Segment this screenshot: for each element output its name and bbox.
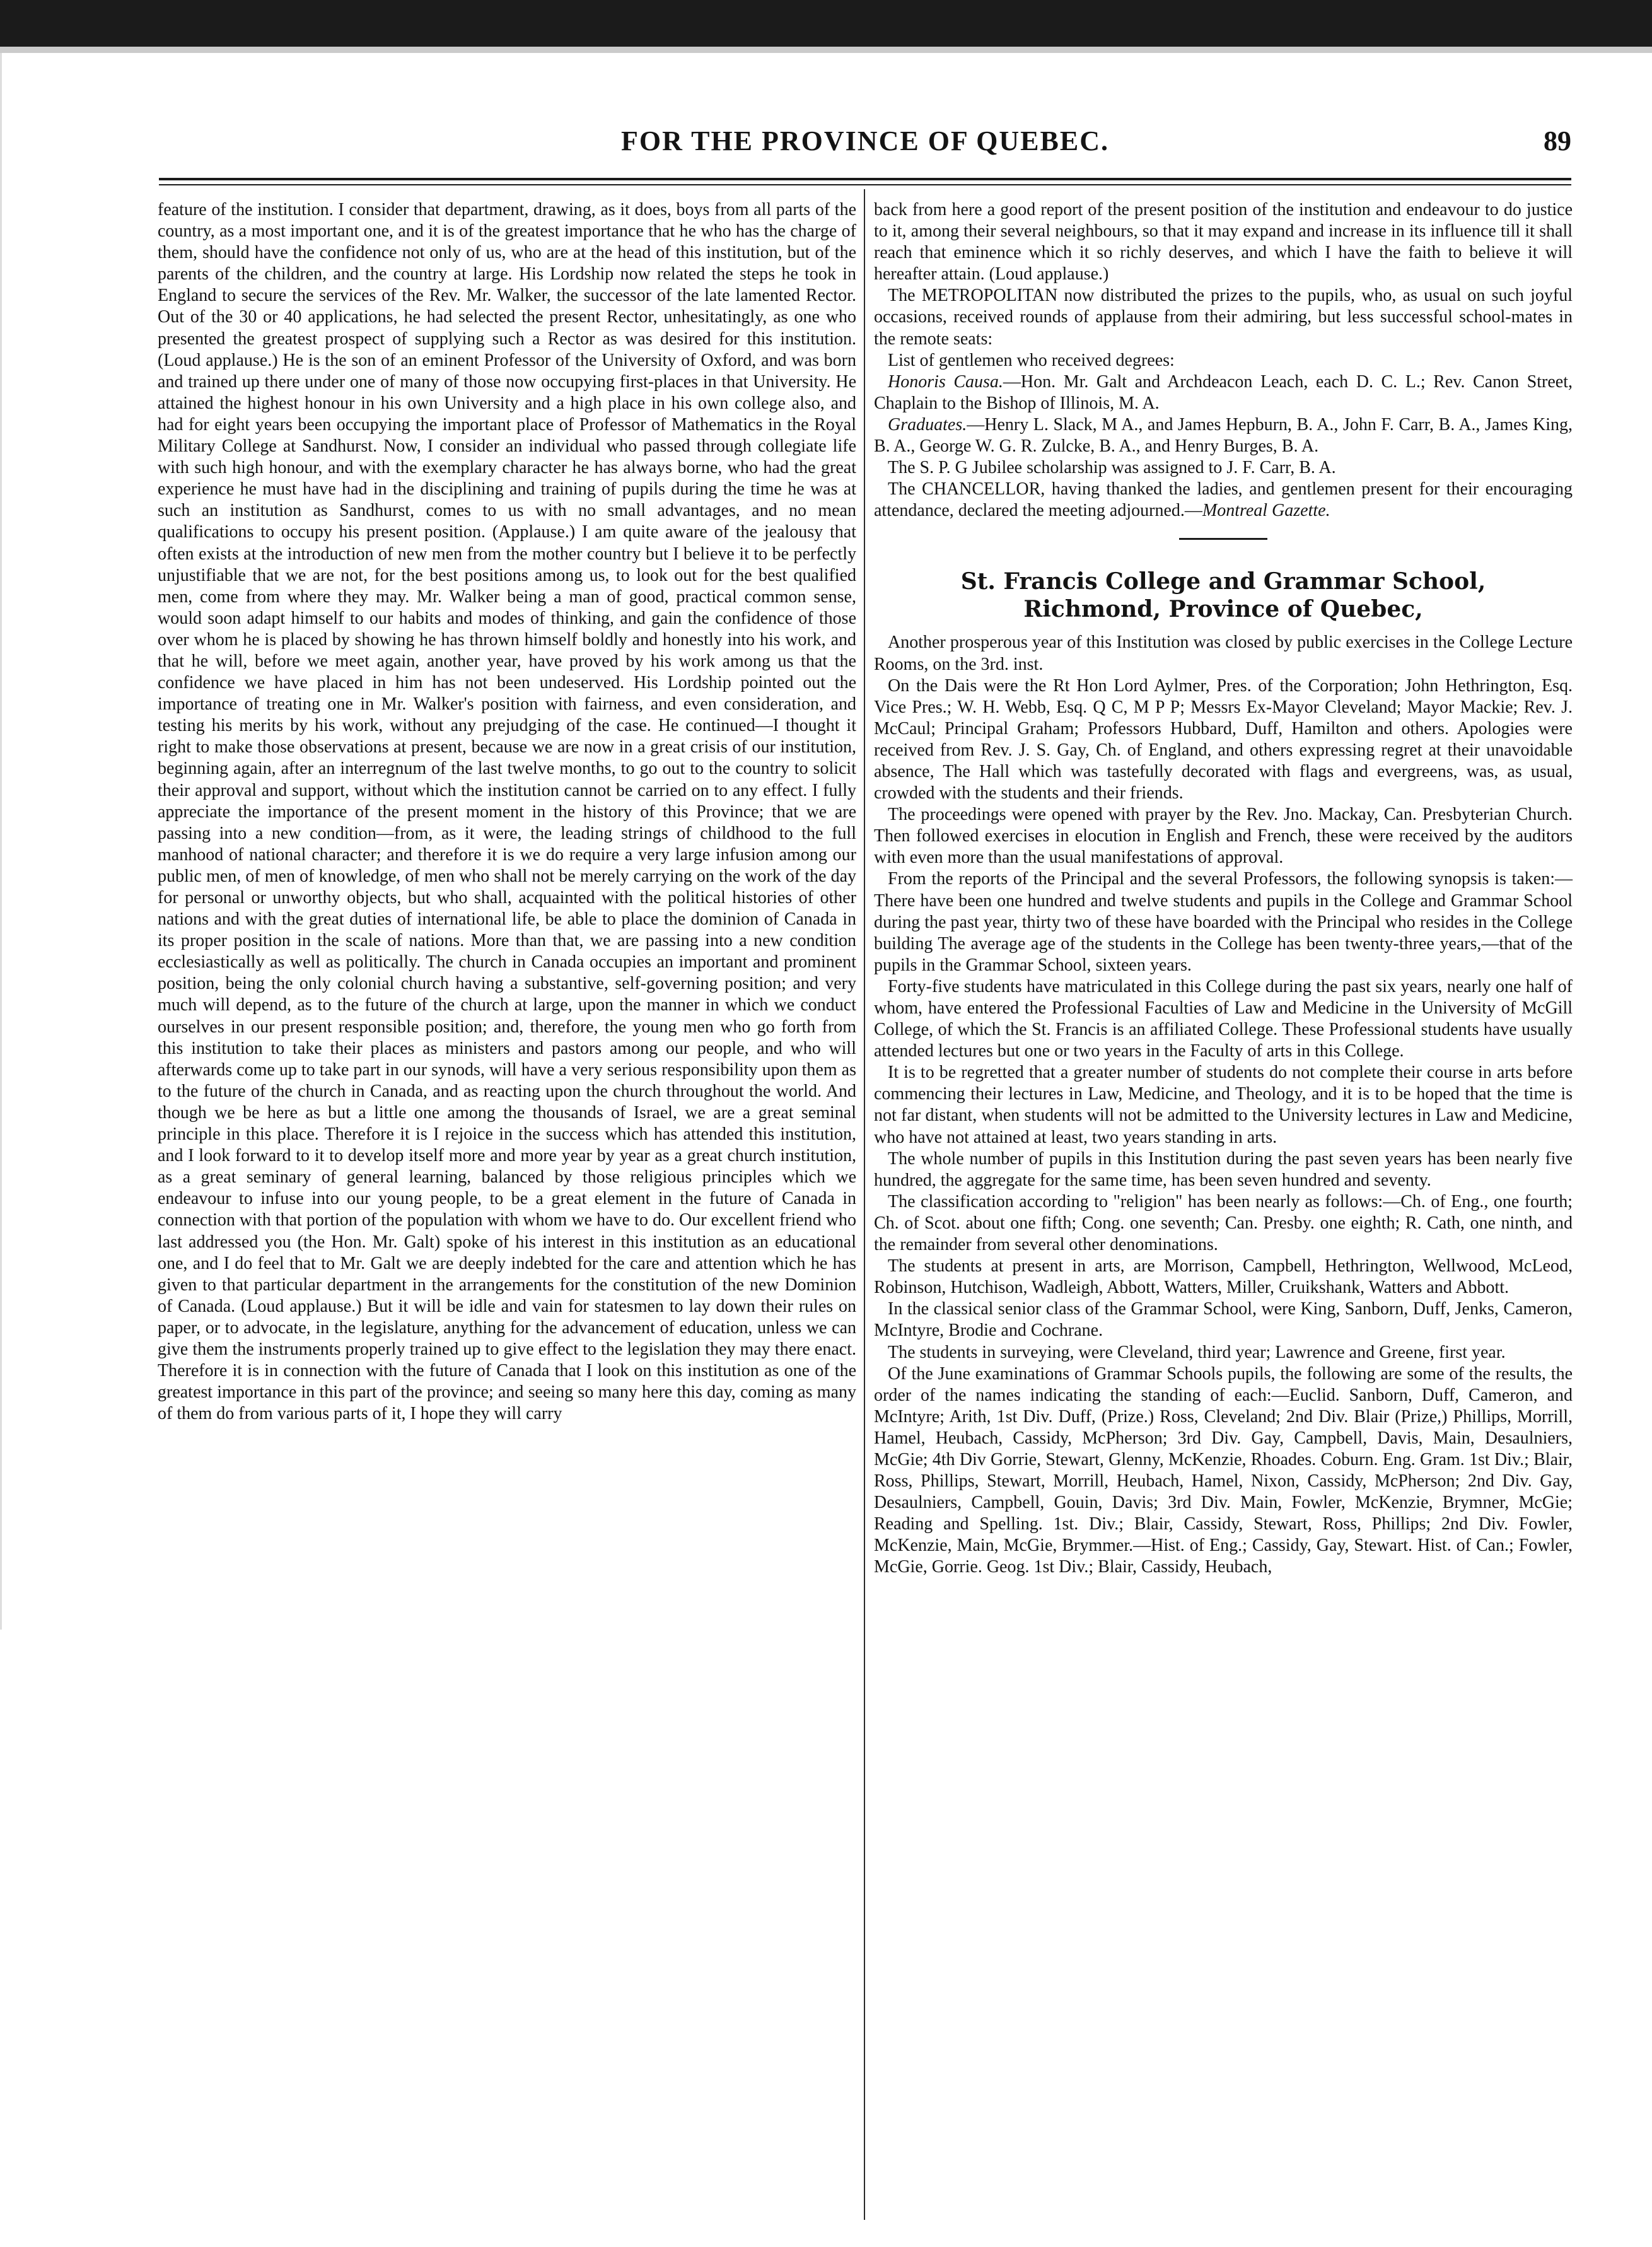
honoris-text: —Hon. Mr. Galt and Archdeacon Leach, each D. C. L.; Rev. Canon Street, Chaplain to the Bishop of Illinois, M. A.: [874, 371, 1573, 413]
graduates-label: Graduates.: [888, 414, 967, 435]
top-scan-border: [0, 0, 1652, 47]
article-separator: [1179, 538, 1267, 540]
page-number: 89: [1544, 125, 1571, 156]
column-divider: [864, 189, 865, 2220]
left-column: [158, 199, 856, 1425]
degrees-intro: List of gentlemen who received degrees:: [888, 350, 1175, 370]
article-paragraph: In the classical senior class of the Grammar School, were King, Sanborn, Duff, Jenks, Cameron, McIntyre, Brodie and Cochrane.: [874, 1299, 1573, 1341]
article-title: [874, 568, 1573, 623]
honoris-paragraph: [874, 371, 1573, 414]
left-paragraph: feature of the institution. I consider that department, drawing, as it does, boys from all parts of the country, as a most important one, and it is of the greatest importance that he who has the charge of them, should have the confidence not only of us, who are at the head of this institution, but of the parents of the children, and the country at large. His Lordship now related the steps he took in England to secure the services of the Rev. Mr. Walker, the successor of the late lamented Rector. Out of the 30 or 40 applications, he had selected the present Rector, unhesitatingly, as one who presented the greatest prospect of supplying such a Rector as was desired for this institution. (Loud applause.) He is the son of an eminent Professor of the University of Oxford, and was born and trained up there under one of many of those now occupying first-places in that University. He attained the highest honour in his own University and a high place in his own college also, and had for eight years been occupying the important place of Professor of Mathematics in the Royal Military College at Sandhurst. Now, I consider an individual who passed through collegiate life with such high honour, and with the exemplary character he has always borne, who had the great experience he must have had in the disciplining and training of pupils during the time he was at such an institution as Sandhurst, comes to us with no small advantages, and no mean qualifications to occupy his present position. (Applause.) I am quite aware of the jealousy that often exists at the introduction of new men from the mother country but I believe it to be perfectly unjustifiable that we are not, for the best positions among us, to look out for the best qualified men, come from where they may. Mr. Walker being a man of good, practical common sense, would soon adapt himself to our habits and modes of thinking, and gain the confidence of those over whom he is placed by showing he has thrown himself boldly and honestly into his work, and that he will, before we meet again, another year, have proved by his work among us that the confidence we have placed in him has not been undeserved. His Lordship pointed out the importance of treating one in Mr. Walker's position with fairness, and even consideration, and testing his merits by his work, without any prejudging of the case. He continued—I thought it right to make those observations at present, because we are now in a great crisis of our institution, beginning again, after an interregnum of the last twelve months, to go out to the country to solicit their approval and support, without which the institution cannot be carried on to any effect. I fully appreciate the importance of the present moment in the history of this Province; that we are passing into a new condition—from, as it were, the leading strings of childhood to the full manhood of national character; and therefore it is we do require a very large infusion among our public men, of men of knowledge, of men who shall not be merely carrying on the work of the day for personal or unworthy objects, but who shall, acquainted with the political histories of other nations and with the great duties of international life, be able to place the dominion of Canada in its proper position in the scale of nations. More than that, we are passing into a new condition ecclesiastically as well as politically. The church in Canada occupies an important and prominent position, being the only colonial church having a substantive, self-governing position; and very much will depend, as to the future of the church at large, upon the manner in which we conduct ourselves in our present responsible position; and, therefore, the young men who go forth from this institution to take their places as ministers and pastors among our people, and who will afterwards come up to take part in our synods, will have a very serious responsibility upon them as to the future of the church in Canada, and as reacting upon the church throughout the world. And though we be here as but a little one among the thousands of Israel, we are a great seminal principle in this place. Therefore it is I rejoice in the success which has attended this institution, and I look forward to it to develop itself more and more year by year as a great church institution, as a great seminary of general learning, balanced by those religious principles which we endeavour to infuse into our young people, to be a great element in the future of Canada in connection with that portion of the population with whom we have to do. Our excellent friend who last addressed you (the Hon. Mr. Galt) spoke of his interest in this institution as an educational one, and I do feel that to Mr. Galt we are deeply indebted for the care and attention which he has given to that particular department in the arrangements for the constitution of the new Dominion of Canada. (Loud applause.) But it will be idle and vain for statesmen to lay down their rules on paper, or to advocate, in the legislature, anything for the advancement of education, unless we can give them the instruments properly trained up to give effect to the legislation they may there enact. Therefore it is in connection with the future of Canada that I look on this institution as one of the greatest importance in this part of the province; and seeing so many here this day, coming as many of them do from various parts of it, I hope they will carry: [158, 200, 856, 1424]
page-header: [159, 125, 1571, 169]
continued-paragraph: back from here a good report of the present position of the institution and endeavour to do justice to it, among their several neighbours, so that it may expand and increase in its influence till it shall reach that eminence which it so richly deserves, and which I have the faith to believe it will hereafter attain. (Loud applause.): [874, 200, 1573, 284]
article-paragraph: On the Dais were the Rt Hon Lord Aylmer, Pres. of the Corporation; John Hethrington, Esq. Vice Pres.; W. H. Webb, Esq. Q C, M P P; Messrs Ex-Mayor Cleveland; Mayor Mackie; Rev. J. McCaul; Principal Graham; Professors Hubbard, Duff, Hamilton and others. Apologies were received from Rev. J. S. Gay, Ch. of England, and others expressing regret at their unavoidable absence, The Hall which was tastefully decorated with flags and evergreens, was, as usual, crowded with the students and their friends.: [874, 675, 1573, 803]
article-paragraph: It is to be regretted that a greater number of students do not complete their course in arts before commencing their lectures in Law, Medicine, and Theology, and it is to be hoped that the time is not far distant, when students will not be admitted to the University lectures in Law and Medicine, who have not attained at least, two years standing in arts.: [874, 1063, 1573, 1147]
article-paragraph: The students at present in arts, are Morrison, Campbell, Hethrington, Wellwood, McLeod, Robinson, Hutchison, Wadleigh, Abbott, Watters, Miller, Cruikshank, Watters and Abbott.: [874, 1256, 1573, 1298]
article-paragraph: Of the June examinations of Grammar Schools pupils, the following are some of the results, the order of the names indicating the standing of each:—Euclid. Sanborn, Duff, Cameron, and McIntyre; Arith, 1st Div. Duff, (Prize.) Ross, Cleveland; 2nd Div. Blair (Prize,) Phillips, Morrill, Hamel, Heubach, Cassidy, McPherson; 3rd Div. Gay, Campbell, Davis, Main, Desaulniers, McGie; 4th Div Gorrie, Stewart, Glenny, McKenzie, Rhoades. Coburn. Eng. Gram. 1st Div.; Blair, Ross, Phillips, Stewart, Morrill, Heubach, Hamel, Nixon, Cassidy, McPherson; 2nd Div. Gay, Desaulniers, Campbell, Gouin, Davis; 3rd Div. Main, Fowler, McKenzie, Brymner, McGie; Reading and Spelling. 1st. Div.; Blair, Cassidy, Stewart, Ross, Phillips; 2nd Div. Fowler, McKenzie, Main, McGie, Brymmer.—Hist. of Eng.; Cassidy, Gay, Stewart. Hist. of Can.; Fowler, McGie, Gorrie. Geog. 1st Div.; Blair, Cassidy, Heubach,: [874, 1363, 1573, 1577]
left-margin-binding: [0, 53, 21, 1630]
metropolitan-paragraph: The METROPOLITAN now distributed the prizes to the pupils, who, as usual on such joyful occasions, received rounds of applause from their admiring, but less successful school-mates in the remote seats:: [874, 286, 1573, 349]
article-paragraph: The classification according to "religion" has been nearly as follows:—Ch. of Eng., one fourth; Ch. of Scot. about one fifth; Cong. one seventh; Can. Presby. one eighth; R. Cath, one ninth, and the remainder from several other denominations.: [874, 1191, 1573, 1255]
chancellor-text: The CHANCELLOR, having thanked the ladies, and gentlemen present for their encouraging attendance, declared the meeting adjourned.—: [874, 479, 1573, 521]
header-rule-thick: [159, 178, 1571, 180]
jubilee-paragraph: The S. P. G Jubilee scholarship was assigned to J. F. Carr, B. A.: [888, 458, 1336, 478]
article-title-line-1: St. Francis College and Grammar School,: [960, 568, 1486, 595]
honoris-label: Honoris Causa.: [888, 371, 1003, 392]
article-paragraph: Another prosperous year of this Institution was closed by public exercises in the College Lecture Rooms, on the 3rd. inst.: [874, 633, 1573, 674]
running-title: FOR THE PROVINCE OF QUEBEC.: [621, 125, 1109, 156]
chancellor-paragraph: [874, 479, 1573, 522]
scan-shadow: [0, 47, 1652, 53]
article-paragraph: The students in surveying, were Cleveland, third year; Lawrence and Greene, first year.: [888, 1342, 1506, 1362]
article-paragraph: The proceedings were opened with prayer by the Rev. Jno. Mackay, Can. Presbyterian Church. Then followed exercises in elocution in English and French, these were received by the auditors with even more than the usual manifestations of approval.: [874, 805, 1573, 868]
header-rule-thin: [159, 184, 1571, 185]
graduates-text: —Henry L. Slack, M A., and James Hepburn, B. A., John F. Carr, B. A., James King, B. A., George W. G. R. Zulcke, B. A., and Henry Burges, B. A.: [874, 414, 1573, 457]
graduates-paragraph: [874, 414, 1573, 457]
article-paragraph: From the reports of the Principal and the several Professors, the following synopsis is taken:—There have been one hundred and twelve students and pupils in the College and Grammar School during the past year, thirty two of these have boarded with the Principal who resides in the College building The average age of the students in the College has been twenty-three years,—that of the pupils in the Grammar School, sixteen years.: [874, 869, 1573, 975]
article-paragraph: The whole number of pupils in this Institution during the past seven years has been nearly five hundred, the aggregate for the same time, has been seven hundred and seventy.: [874, 1148, 1573, 1190]
source-citation: Montreal Gazette.: [1202, 501, 1330, 521]
article-title-line-2: Richmond, Province of Quebec,: [1023, 596, 1423, 623]
article-paragraph: Forty-five students have matriculated in this College during the past six years, nearly one half of whom, have entered the Professional Faculties of Law and Medicine in the University of McGill College, of which the St. Francis is an affiliated College. These Professional students have usually attended lectures but one or two years in the Faculty of arts in this College.: [874, 976, 1573, 1061]
right-column: [874, 199, 1573, 1579]
